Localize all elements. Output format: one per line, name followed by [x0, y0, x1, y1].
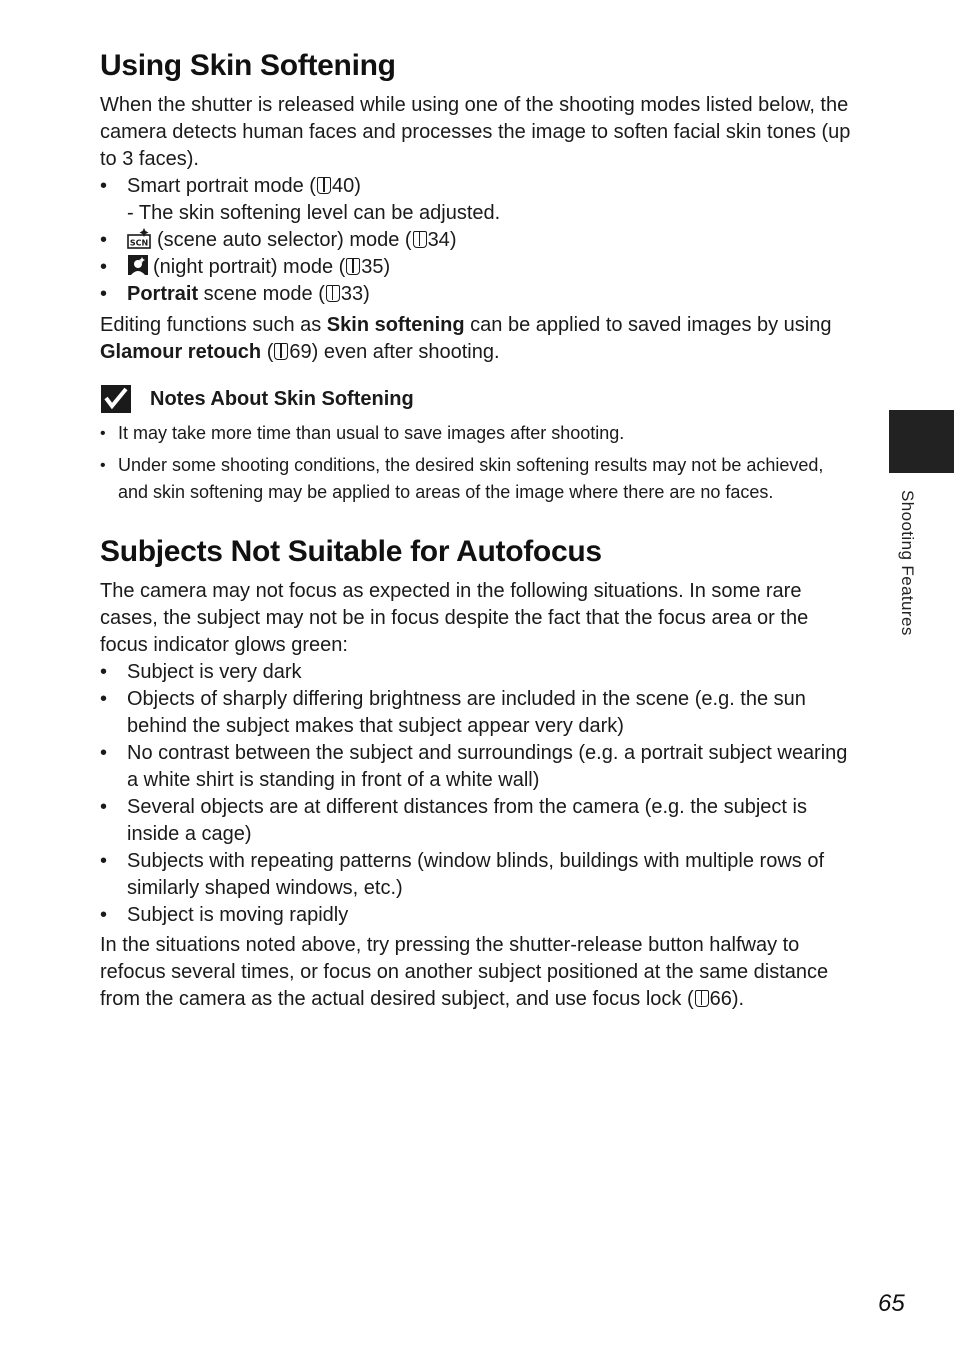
notes-list [100, 420, 852, 506]
autofocus-intro: The camera may not focus as expected in the following situations. In some rare cases, the subject may not be in focus despite the fact that the focus area or the focus indicator glows green: [100, 580, 809, 656]
scene-auto-selector-icon [127, 227, 153, 249]
list-item: • Subject is very dark [100, 659, 852, 686]
page-reference[interactable]: 40 [316, 175, 354, 197]
notes-box [100, 382, 852, 506]
list-item: • SCN (scene auto selector) mode ( 34) [100, 227, 852, 254]
book-reference-icon [317, 177, 331, 194]
notes-title: Notes About Skin Softening [150, 387, 414, 410]
page-reference[interactable]: 69 [273, 341, 311, 363]
book-reference-icon [413, 231, 427, 248]
book-reference-icon [695, 990, 709, 1007]
note-item: • Under some shooting conditions, the desired skin softening results may not be achieved, and skin softening may be applied to areas of the image where there are no faces. [100, 452, 852, 506]
list-item: • No contrast between the subject and surroundings (e.g. a portrait subject wearing a white shirt is standing in front of a white wall) [100, 740, 852, 794]
autofocus-outro: In the situations noted above, try pressing the shutter-release button halfway to refocus several times, or focus on another subject positioned at the same distance from the camera as the actual desired subject, and use focus lock ( 66). [100, 934, 829, 1010]
list-item: • Objects of sharply differing brightness are included in the scene (e.g. the sun behind the subject makes that subject appear very dark) [100, 686, 852, 740]
list-item: • Subject is moving rapidly [100, 902, 852, 929]
page-content [100, 46, 852, 1013]
page-reference[interactable]: 35 [345, 256, 383, 278]
page-number: 65 [878, 1290, 905, 1317]
page-reference[interactable]: 34 [412, 229, 450, 251]
list-item: • Several objects are at different distances from the camera (e.g. the subject is inside a cage) [100, 794, 852, 848]
list-item: • Subjects with repeating patterns (window blinds, buildings with multiple rows of similarly shaped windows, etc.) [100, 848, 852, 902]
svg-text:SCN: • SCN [129, 238, 149, 248]
shooting-modes-list [100, 173, 852, 308]
list-item: • Smart portrait mode ( 40) - The skin softening level can be adjusted. [100, 173, 852, 227]
list-subnote: - The skin softening level can be adjusted. [127, 202, 501, 224]
editing-functions-paragraph: Editing functions such as Skin softening can be applied to saved images by using Glamour retouch ( 69) even after shooting. [100, 314, 832, 363]
list-item: • (night portrait) mode ( 35) [100, 254, 852, 281]
notes-header [100, 382, 852, 416]
skin-softening-intro: When the shutter is released while using one of the shooting modes listed below, the camera detects human faces and processes the image to soften facial skin tones (up to 3 faces). [100, 94, 851, 170]
section-title-autofocus: Subjects Not Suitable for Autofocus [100, 535, 602, 568]
checkmark-note-icon [100, 384, 132, 414]
page-reference[interactable]: 33 [325, 283, 363, 305]
book-reference-icon [326, 285, 340, 302]
list-item: • Portrait scene mode ( 33) [100, 281, 852, 308]
book-reference-icon [274, 343, 288, 360]
autofocus-situations-list [100, 659, 852, 929]
note-item: • It may take more time than usual to save images after shooting. [100, 420, 852, 447]
chapter-tab [889, 410, 954, 473]
night-portrait-icon [127, 254, 149, 276]
page-reference[interactable]: 66 [694, 988, 732, 1010]
chapter-label: Shooting Features [898, 490, 917, 636]
section-title-skin-softening: Using Skin Softening [100, 49, 396, 82]
book-reference-icon [346, 258, 360, 275]
